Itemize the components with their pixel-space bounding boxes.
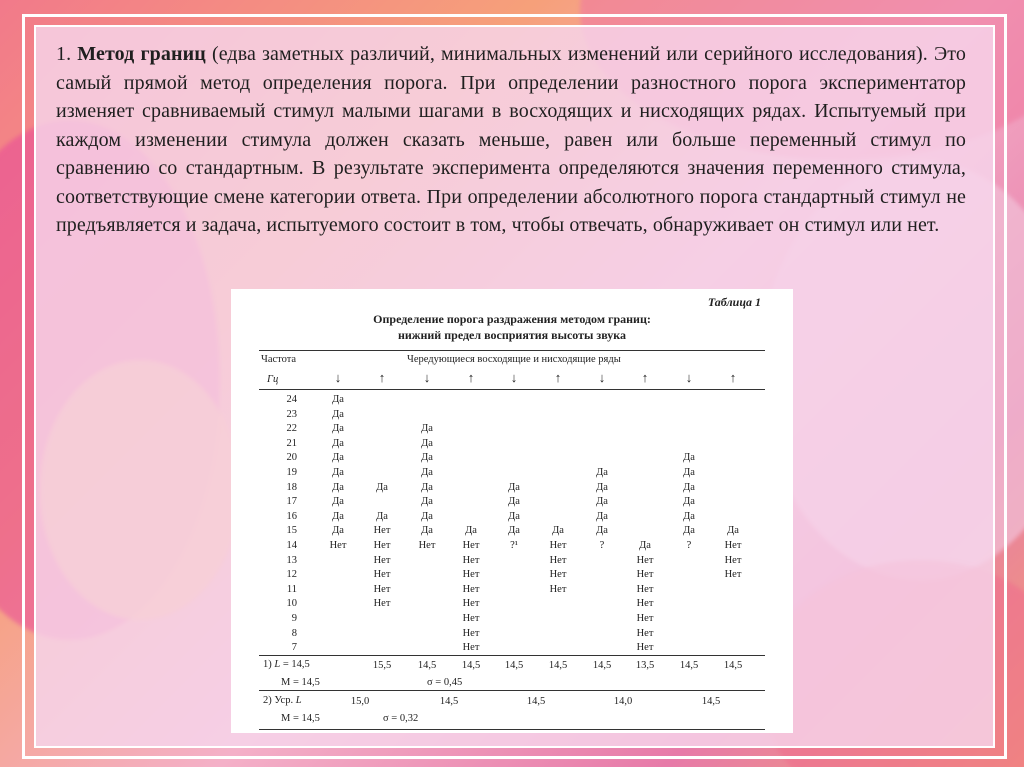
response-cell: Да <box>332 525 344 537</box>
threshold-value-cell: 14,5 <box>417 660 437 671</box>
frequency-cell: 18 <box>286 481 297 493</box>
response-cell: Да <box>596 510 608 522</box>
response-cell: Да <box>332 452 344 464</box>
table-rule <box>259 655 765 656</box>
frequency-cell: 19 <box>286 467 297 478</box>
frequency-cell: 11 <box>286 583 297 595</box>
series-direction-icon: ↑ <box>641 370 649 385</box>
threshold-value-cell: 15,5 <box>372 660 392 671</box>
response-cell: Да <box>332 394 344 405</box>
response-cell: Да <box>508 496 520 508</box>
response-cell: Нет <box>462 642 480 654</box>
threshold-value-cell: 14,5 <box>679 660 699 671</box>
response-cell: Да <box>683 467 695 478</box>
response-cell: Да <box>421 423 433 435</box>
response-cell: Нет <box>636 627 654 639</box>
average-value-cell: 14,5 <box>701 696 721 707</box>
table-title <box>231 311 793 343</box>
threshold-value-cell: 14,5 <box>592 660 612 671</box>
response-cell: ?¹ <box>510 540 518 551</box>
response-cell: Нет <box>418 540 436 551</box>
series-direction-icon: ↓ <box>598 370 606 385</box>
response-cell: Нет <box>373 540 391 551</box>
frequency-cell: 20 <box>286 452 297 464</box>
table-image <box>231 289 793 733</box>
average-value-cell: 15,0 <box>350 696 370 707</box>
column-header-series: Чередующиеся восходящие и нисходящие ряды <box>407 354 621 365</box>
frequency-cell: 17 <box>286 496 297 508</box>
response-cell: Нет <box>724 569 742 581</box>
footer-row2-mean: M = 14,5 <box>281 713 320 724</box>
frequency-cell: 9 <box>291 613 297 624</box>
frequency-cell: 7 <box>291 642 297 654</box>
paragraph-term: Метод границ <box>77 43 206 65</box>
response-cell: Нет <box>373 525 391 537</box>
frequency-cell: 16 <box>286 510 297 522</box>
table-label: Таблица 1 <box>707 295 761 309</box>
frequency-cell: 15 <box>286 525 297 537</box>
response-cell: Да <box>332 481 344 493</box>
response-cell: Да <box>596 496 608 508</box>
response-cell: Нет <box>462 583 480 595</box>
series-direction-icon: ↑ <box>378 370 386 385</box>
response-cell: Нет <box>724 540 742 551</box>
threshold-value-cell: 14,5 <box>723 660 743 671</box>
threshold-value-cell: 14,5 <box>548 660 568 671</box>
threshold-value-cell: 13,5 <box>635 660 655 671</box>
response-cell: Да <box>376 510 388 522</box>
footer-row1-sigma: σ = 0,45 <box>427 677 463 688</box>
response-cell: Да <box>332 423 344 435</box>
series-direction-icon: ↓ <box>334 370 342 385</box>
frequency-cell: 24 <box>286 394 297 405</box>
threshold-value-cell: 14,5 <box>504 660 524 671</box>
response-cell: Да <box>596 525 608 537</box>
response-cell: Да <box>727 525 739 537</box>
table-title-line-2: нижний предел восприятия высоты звука <box>397 328 627 342</box>
table-title-line-1: Определение порога раздражения методом границ: <box>373 312 651 326</box>
response-cell: Да <box>596 467 608 478</box>
series-direction-icon: ↓ <box>510 370 518 385</box>
response-cell: Да <box>683 510 695 522</box>
response-cell: Нет <box>373 569 391 581</box>
response-cell: Нет <box>329 540 347 551</box>
paragraph-number: 1. <box>56 43 72 65</box>
average-value-cell: 14,5 <box>526 696 546 707</box>
average-value-cell: 14,5 <box>439 696 459 707</box>
response-cell: Нет <box>549 554 567 566</box>
response-cell: Да <box>596 481 608 493</box>
response-cell: Нет <box>462 569 480 581</box>
response-cell: Нет <box>462 598 480 610</box>
series-direction-icon: ↑ <box>729 370 737 385</box>
response-cell: Нет <box>724 554 742 566</box>
response-cell: Да <box>508 525 520 537</box>
response-cell: Да <box>508 481 520 493</box>
footer-row2-sigma: σ = 0,32 <box>383 713 419 724</box>
response-cell: Да <box>421 467 433 478</box>
response-cell: Да <box>332 510 344 522</box>
response-cell: Да <box>421 510 433 522</box>
frequency-cell: 14 <box>286 540 297 551</box>
series-direction-icon: ↑ <box>467 370 475 385</box>
response-cell: Да <box>332 496 344 508</box>
response-cell: Да <box>376 481 388 493</box>
footer-row1-label: 1) L = 14,5 <box>263 659 310 670</box>
response-cell: Да <box>332 408 344 420</box>
frequency-cell: 12 <box>286 569 297 581</box>
response-cell: Да <box>508 510 520 522</box>
response-cell: Нет <box>549 583 567 595</box>
paragraph-text: (едва заметных различий, минимальных изменений или серийного исследования). Это самый прямой метод определения порога. При определении разностного порога экспериментатор изменяет сравниваемый стимул малыми шагами в восходящих и нисходящих рядах. Испытуемый при каждом изменении стимула должен сказать меньше, равен или больше переменный стимул по сравнению со стандартным. В результате эксперимента определяются значения переменного стимула, соответствующие смене категории ответа. При определении абсолютного порога стандартный стимул не предъявляется и задача, испытуемого состоит в том, чтобы отвечать, обнаруживает он стимул или нет. <box>56 43 966 236</box>
response-cell: Нет <box>462 540 480 551</box>
response-cell: Нет <box>373 598 391 610</box>
footer-row2-label: 2) Уср. L <box>263 695 302 706</box>
frequency-cell: 13 <box>286 554 297 566</box>
response-cell: Нет <box>636 598 654 610</box>
response-cell: Да <box>421 452 433 464</box>
average-value-cell: 14,0 <box>613 696 633 707</box>
response-cell: Нет <box>636 613 654 624</box>
response-cell: Нет <box>462 627 480 639</box>
response-cell: Нет <box>462 554 480 566</box>
frequency-cell: 21 <box>286 437 297 449</box>
table-rule <box>259 350 765 351</box>
response-cell: Да <box>639 540 651 551</box>
frequency-cell: 10 <box>286 598 297 610</box>
frequency-cell: 23 <box>286 408 297 420</box>
series-direction-icon: ↓ <box>685 370 693 385</box>
response-cell: ? <box>599 540 605 551</box>
footer-row1-mean: M = 14,5 <box>281 677 320 688</box>
response-cell: Да <box>683 452 695 464</box>
table-rule <box>259 729 765 730</box>
frequency-cell: 22 <box>286 423 297 435</box>
table-rule <box>259 690 765 691</box>
response-cell: Да <box>552 525 564 537</box>
response-cell: ? <box>686 540 692 551</box>
response-cell: Нет <box>636 583 654 595</box>
response-cell: Да <box>683 481 695 493</box>
column-header-unit: Гц <box>267 374 279 385</box>
response-cell: Да <box>683 496 695 508</box>
frequency-cell: 8 <box>291 627 297 639</box>
response-cell: Да <box>421 525 433 537</box>
table-rule <box>259 389 765 390</box>
response-cell: Да <box>332 437 344 449</box>
response-cell: Да <box>421 437 433 449</box>
column-header-frequency: Частота <box>261 354 297 365</box>
threshold-value-cell: 14,5 <box>461 660 481 671</box>
response-cell: Да <box>465 525 477 537</box>
response-cell: Нет <box>549 569 567 581</box>
response-cell: Да <box>332 467 344 478</box>
response-cell: Да <box>421 496 433 508</box>
response-cell: Нет <box>636 642 654 654</box>
series-direction-icon: ↑ <box>554 370 562 385</box>
response-cell: Нет <box>462 613 480 624</box>
response-cell: Нет <box>373 554 391 566</box>
series-direction-icon: ↓ <box>423 370 431 385</box>
response-cell: Да <box>421 481 433 493</box>
response-cell: Нет <box>636 554 654 566</box>
response-cell: Нет <box>636 569 654 581</box>
response-cell: Нет <box>373 583 391 595</box>
response-cell: Да <box>683 525 695 537</box>
response-cell: Нет <box>549 540 567 551</box>
body-paragraph <box>56 40 966 240</box>
